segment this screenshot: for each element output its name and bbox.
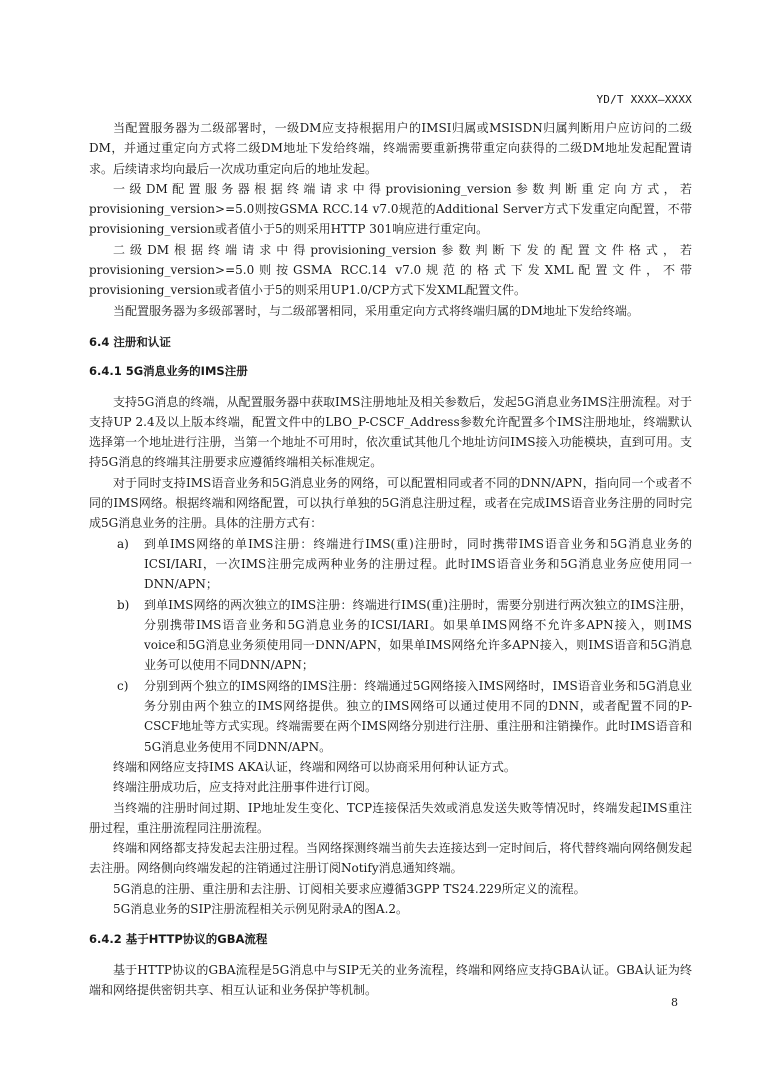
paragraph: 5G消息业务的SIP注册流程相关示例见附录A的图A.2。 [113, 901, 409, 916]
list-item-marker: a) [117, 536, 129, 551]
paragraph: 支持5G消息的终端，从配置服务器中获取IMS注册地址及相关参数后，发起5G消息业务IMS注册流程。对于支持UP 2.4及以上版本终端，配置文件中的LBO_P-CSCF_Address参数允许配置多个IMS注册地址，终端默认选择第一个地址进行注册，当第一个地址不可用时，依次重试其他几个地址访问IMS接入功能模块，直到可用。支持5G消息的终端其注册要求应遵循终端相关标准规定。 [89, 394, 692, 470]
section-heading-6-4: 6.4 注册和认证 [89, 334, 171, 349]
paragraph: 当配置服务器为二级部署时，一级DM应支持根据用户的IMSI归属或MSISDN归属判断用户应访问的二级DM，并通过重定向方式将二级DM地址下发给终端，终端需要重新携带重定向获得的二级DM地址发起配置请求。后续请求均向最后一次成功重定向后的地址发起。 [89, 121, 692, 176]
document-body [89, 118, 692, 1000]
page-number: 8 [671, 996, 678, 1009]
list-item-text: 到单IMS网络的单IMS注册：终端进行IMS(重)注册时，同时携带IMS语音业务和5G消息业务的ICSI/IARI，一次IMS注册完成两种业务的注册过程。此时IMS语音业务和5G消息业务应使用同一DNN/APN； [144, 536, 692, 592]
paragraph: 5G消息的注册、重注册和去注册、订阅相关要求应遵循3GPP TS24.229所定义的流程。 [113, 881, 586, 896]
list-item [89, 534, 692, 595]
paragraph: 一级DM配置服务器根据终端请求中得provisioning_version参数判断重定向方式，若provisioning_version>=5.0则按GSMA RCC.14 v7.0规范的Additional Server方式下发重定向配置，不带provisioning_version或者值小于5的则采用HTTP 301响应进行重定向。 [89, 181, 692, 237]
paragraph: 终端和网络都支持发起去注册过程。当网络探测终端当前失去连接达到一定时间后，将代替终端向网络侧发起去注册。网络侧向终端发起的注销通过注册订阅Notify消息通知终端。 [89, 841, 692, 876]
list-item [89, 676, 692, 757]
paragraph: 终端和网络应支持IMS AKA认证，终端和网络可以协商采用何种认证方式。 [113, 759, 516, 774]
list-item [89, 595, 692, 676]
paragraph: 二级DM根据终端请求中得provisioning_version参数判断下发的配置文件格式，若provisioning_version>=5.0则按GSMA RCC.14 v7.0规范的格式下发XML配置文件，不带provisioning_version或者值小于5的则采用UP1.0/CP方式下发XML配置文件。 [89, 242, 692, 298]
paragraph: 终端注册成功后，应支持对此注册事件进行订阅。 [113, 780, 378, 795]
paragraph: 对于同时支持IMS语音业务和5G消息业务的网络，可以配置相同或者不同的DNN/APN，指向同一个或者不同的IMS网络。根据终端和网络配置，可以执行单独的5G消息注册过程，或者在完成IMS语音业务注册的同时完成5G消息业务的注册。具体的注册方式有： [89, 475, 692, 531]
list-item-marker: c) [117, 678, 129, 693]
paragraph: 基于HTTP协议的GBA流程是5G消息中与SIP无关的业务流程，终端和网络应支持GBA认证。GBA认证为终端和网络提供密钥共享、相互认证和业务保护等机制。 [89, 962, 692, 997]
section-heading-6-4-1: 6.4.1 5G消息业务的IMS注册 [89, 364, 248, 379]
paragraph: 当配置服务器为多级部署时，与二级部署相同，采用重定向方式将终端归属的DM地址下发给终端。 [113, 303, 639, 318]
list-item-text: 到单IMS网络的两次独立的IMS注册：终端进行IMS(重)注册时，需要分别进行两次独立的IMS注册，分别携带IMS语音业务和5G消息业务的ICSI/IARI。如果单IMS网络不允许多APN接入，则IMS voice和5G消息业务须使用同一DNN/APN，如果单IMS网络允许多APN接入，则IMS语音和5G消息业务可以使用不同DNN/APN； [144, 597, 692, 673]
document-id: YD/T XXXX—XXXX [596, 93, 692, 106]
registration-method-list [89, 534, 692, 757]
list-item-marker: b) [117, 597, 130, 612]
list-item-text: 分别到两个独立的IMS网络的IMS注册：终端通过5G网络接入IMS网络时，IMS语音业务和5G消息业务分别由两个独立的IMS网络提供。独立的IMS网络可以通过使用不同的DNN，或者配置不同的P-CSCF地址等方式实现。终端需要在两个IMS网络分别进行注册、重注册和注销操作。此时IMS语音和5G消息业务使用不同DNN/APN。 [144, 678, 692, 754]
section-heading-6-4-2: 6.4.2 基于HTTP协议的GBA流程 [89, 932, 268, 947]
paragraph: 当终端的注册时间过期、IP地址发生变化、TCP连接保活失效或消息发送失败等情况时，终端发起IMS重注册过程，重注册流程同注册流程。 [89, 800, 692, 835]
